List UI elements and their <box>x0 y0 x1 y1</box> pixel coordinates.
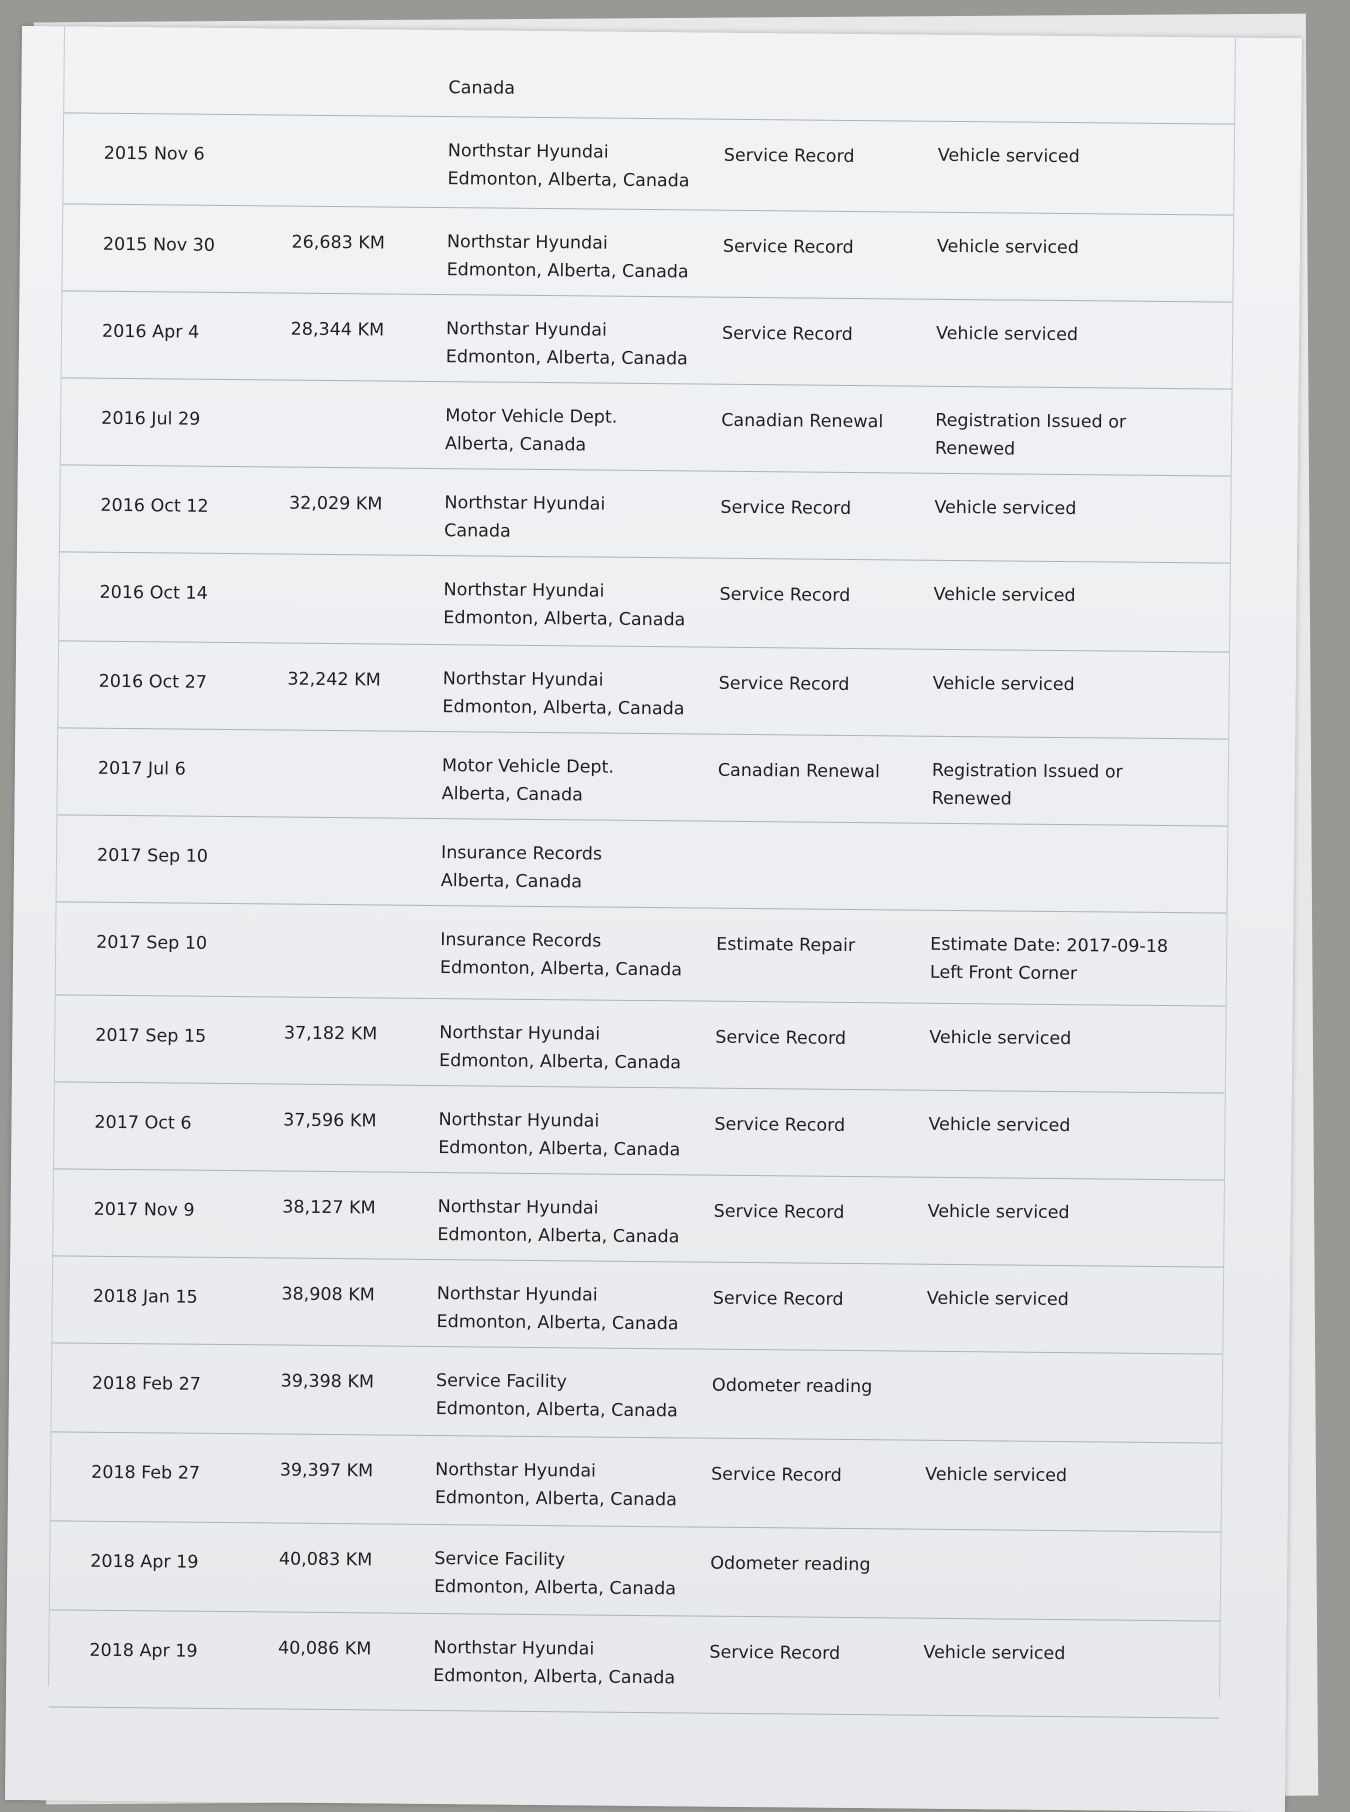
source-name: Northstar Hyundai <box>436 1284 598 1306</box>
odometer-text: 37,182 KM <box>283 1023 378 1045</box>
date-text: 2018 Apr 19 <box>90 1551 199 1573</box>
date-cell <box>60 465 273 553</box>
source-cell <box>435 1347 712 1438</box>
odometer-text: 32,242 KM <box>287 669 381 691</box>
date-text: 2018 Feb 27 <box>91 1462 201 1484</box>
table-row <box>57 728 1228 826</box>
details-line-1 <box>926 1372 1212 1375</box>
table-row <box>62 204 1233 302</box>
date-cell <box>49 1610 262 1708</box>
record-type-text: Service Record <box>720 497 852 519</box>
record-type-text: Service Record <box>722 236 854 258</box>
vehicle-history-table <box>48 26 1236 1697</box>
record-type-cell <box>711 1350 926 1440</box>
source-name: Northstar Hyundai <box>437 1197 599 1219</box>
details-line-2 <box>924 1550 1210 1553</box>
source-location: Edmonton, Alberta, Canada <box>433 1666 676 1689</box>
date-cell <box>59 552 272 642</box>
details-line-1: Registration Issued or <box>935 410 1127 433</box>
table-row <box>54 1082 1225 1180</box>
source-location: Edmonton, Alberta, Canada <box>439 958 683 981</box>
details-cell <box>925 1352 1222 1443</box>
date-text: 2015 Nov 30 <box>102 234 216 256</box>
odometer-cell <box>262 1523 435 1613</box>
source-name: Northstar Hyundai <box>446 232 608 254</box>
odometer-text: 37,596 KM <box>283 1110 377 1132</box>
date-text: 2015 Nov 6 <box>103 143 205 165</box>
date-cell <box>51 1432 264 1522</box>
source-cell <box>443 556 720 647</box>
record-type-cell <box>711 1439 926 1529</box>
source-cell <box>433 1614 710 1713</box>
details-line-1: Vehicle serviced <box>935 323 1079 346</box>
source-cell <box>447 117 724 210</box>
details-cell <box>935 387 1232 476</box>
source-location: Edmonton, Alberta, Canada <box>438 1138 681 1161</box>
source-cell <box>442 645 719 734</box>
details-line-2 <box>931 844 1217 847</box>
odometer-cell <box>264 1345 437 1435</box>
date-cell <box>50 1521 263 1611</box>
source-location: Edmonton, Alberta, Canada <box>436 1312 679 1335</box>
odometer-text <box>276 137 386 138</box>
date-text: 2017 Jul 6 <box>97 758 186 780</box>
record-type-cell <box>716 909 931 1003</box>
record-type-cell <box>723 120 938 212</box>
source-name: Service Facility <box>435 1371 567 1393</box>
record-type-cell <box>709 1617 924 1715</box>
source-name: Motor Vehicle Dept. <box>441 756 615 778</box>
source-location: Edmonton, Alberta, Canada <box>438 1051 682 1074</box>
details-line-1: Vehicle serviced <box>923 1642 1066 1665</box>
source-line: Canada <box>448 78 516 99</box>
date-text: 2017 Sep 10 <box>96 845 209 867</box>
record-type-text: Service Record <box>715 1027 847 1049</box>
odometer-text <box>273 402 383 403</box>
date-cell <box>56 902 269 996</box>
record-type-cell <box>720 472 935 560</box>
source-cell <box>445 382 722 471</box>
source-cell <box>436 1260 713 1349</box>
source-cell <box>444 469 721 558</box>
source-name: Northstar Hyundai <box>435 1460 597 1482</box>
source-location: Edmonton, Alberta, Canada <box>434 1488 677 1511</box>
details-line-1: Vehicle serviced <box>937 145 1080 168</box>
table-row <box>59 552 1230 652</box>
table-row <box>63 113 1234 215</box>
source-name: Motor Vehicle Dept. <box>445 406 618 428</box>
record-type-text: Canadian Renewal <box>721 410 884 433</box>
date-text: 2016 Apr 4 <box>101 321 200 343</box>
date-text: 2016 Oct 14 <box>99 582 208 604</box>
odometer-text <box>269 839 379 840</box>
source-cell <box>439 999 716 1088</box>
odometer-cell <box>263 1434 436 1524</box>
source-cell <box>440 906 717 1001</box>
details-line-1: Vehicle serviced <box>925 1464 1068 1487</box>
date-text: 2017 Sep 15 <box>95 1025 207 1047</box>
source-location: Edmonton, Alberta, Canada <box>437 1225 680 1248</box>
record-type-cell <box>715 1002 930 1090</box>
table-row <box>58 641 1229 739</box>
source-name: Northstar Hyundai <box>446 319 608 341</box>
table-row <box>53 1169 1224 1267</box>
source-location: Edmonton, Alberta, Canada <box>445 347 688 370</box>
odometer-text <box>270 752 380 753</box>
date-cell <box>58 641 271 729</box>
details-cell <box>934 474 1231 563</box>
record-type-text: Service Record <box>709 1642 841 1664</box>
details-cell <box>933 561 1230 652</box>
odometer-cell <box>274 293 447 381</box>
date-cell <box>53 1169 266 1257</box>
source-location: Canada <box>444 521 511 542</box>
table-row <box>56 902 1227 1006</box>
source-name: Northstar Hyundai <box>442 669 604 691</box>
details-line-1: Vehicle serviced <box>927 1201 1070 1224</box>
details-cell <box>924 1530 1221 1621</box>
date-cell <box>54 1082 267 1170</box>
date-cell <box>62 291 275 379</box>
table-row <box>57 815 1228 913</box>
odometer-text: 28,344 KM <box>290 319 385 341</box>
source-location: Alberta, Canada <box>440 871 583 893</box>
date-cell <box>52 1256 265 1344</box>
date-cell <box>61 378 274 466</box>
details-cell <box>929 1004 1226 1093</box>
date-text: 2017 Nov 9 <box>93 1199 195 1221</box>
details-line-2: Renewed <box>934 438 1016 460</box>
details-line-2 <box>926 1372 1212 1375</box>
odometer-text: 38,908 KM <box>281 1284 375 1306</box>
date-text: 2017 Oct 6 <box>94 1112 192 1134</box>
table-row <box>55 995 1226 1093</box>
details-cell <box>930 911 1227 1006</box>
details-line-1: Vehicle serviced <box>928 1114 1071 1137</box>
odometer-cell <box>272 467 445 555</box>
record-type-cell <box>721 385 936 473</box>
source-location: Edmonton, Alberta, Canada <box>435 1399 678 1422</box>
record-type-cell <box>717 822 932 910</box>
details-cell <box>925 1441 1222 1532</box>
date-text: 2018 Feb 27 <box>91 1373 201 1395</box>
record-type-cell <box>722 298 937 386</box>
source-cell <box>446 208 723 297</box>
details-line-2: Left Front Corner <box>929 962 1078 985</box>
details-cell <box>928 1091 1225 1180</box>
details-line-1: Vehicle serviced <box>936 236 1079 259</box>
odometer-cell <box>264 1258 437 1346</box>
details-cell <box>932 650 1229 739</box>
odometer-cell <box>261 1612 434 1710</box>
record-type-cell <box>712 1263 927 1351</box>
date-text: 2018 Apr 19 <box>89 1640 198 1662</box>
record-type-text: Odometer reading <box>710 1553 871 1576</box>
source-cell <box>435 1436 712 1527</box>
date-text: 2018 Jan 15 <box>92 1286 198 1308</box>
source-cell <box>438 1086 715 1175</box>
source-name: Insurance Records <box>440 843 603 865</box>
record-type-text: Service Record <box>712 1288 844 1310</box>
source-name: Northstar Hyundai <box>438 1110 600 1132</box>
details-cell <box>936 300 1233 389</box>
table-row-continued <box>64 26 1235 124</box>
details-line-1: Vehicle serviced <box>933 584 1076 607</box>
odometer-cell <box>270 643 443 731</box>
paper-sheet <box>5 26 1302 1812</box>
odometer-text <box>268 926 378 927</box>
odometer-cell <box>269 730 442 818</box>
record-type-cell <box>722 211 937 299</box>
details-line-1: Vehicle serviced <box>929 1027 1072 1050</box>
record-type-cell <box>724 33 939 121</box>
odometer-text: 40,083 KM <box>278 1549 373 1571</box>
source-name: Northstar Hyundai <box>443 580 605 602</box>
date-cell <box>52 1343 265 1433</box>
odometer-cell <box>268 904 441 998</box>
date-cell <box>57 728 270 816</box>
record-type-cell <box>710 1528 925 1618</box>
table-row <box>61 378 1232 476</box>
record-type-text: Service Record <box>714 1114 846 1136</box>
odometer-cell <box>276 28 449 116</box>
date-text: 2016 Jul 29 <box>101 408 201 430</box>
source-cell <box>446 295 723 384</box>
odometer-text: 39,397 KM <box>279 1460 374 1482</box>
details-line-2: Renewed <box>931 788 1012 810</box>
source-name: Insurance Records <box>440 930 602 952</box>
source-cell <box>448 30 725 119</box>
odometer-cell <box>266 1084 439 1172</box>
source-location: Alberta, Canada <box>441 784 583 806</box>
odometer-text: 26,683 KM <box>291 232 386 254</box>
record-type-text: Service Record <box>719 584 851 606</box>
source-name: Northstar Hyundai <box>447 141 609 163</box>
date-cell <box>63 113 276 205</box>
table-row <box>51 1432 1222 1532</box>
source-location: Edmonton, Alberta, Canada <box>433 1577 677 1600</box>
odometer-text: 39,398 KM <box>280 1371 375 1393</box>
table-row <box>50 1521 1221 1621</box>
record-type-text: Service Record <box>711 1464 842 1486</box>
odometer-cell <box>267 997 440 1085</box>
record-type-cell <box>719 559 934 649</box>
date-cell <box>57 815 270 903</box>
date-text: 2017 Sep 10 <box>96 932 208 954</box>
details-cell <box>938 35 1235 124</box>
source-location: Edmonton, Alberta, Canada <box>443 608 686 631</box>
record-type-cell <box>718 648 933 736</box>
details-line-1: Registration Issued or <box>931 760 1123 783</box>
odometer-text: 40,086 KM <box>277 1638 372 1660</box>
record-type-text: Odometer reading <box>711 1375 873 1398</box>
source-name: Service Facility <box>434 1549 566 1571</box>
details-line-1: Vehicle serviced <box>934 497 1077 520</box>
details-cell <box>927 1178 1224 1267</box>
details-line-1 <box>924 1550 1210 1553</box>
odometer-cell <box>273 380 446 468</box>
source-cell <box>441 732 718 821</box>
record-type-cell <box>714 1089 929 1177</box>
record-type-text: Service Record <box>721 323 853 345</box>
details-cell <box>923 1619 1220 1718</box>
date-text: 2016 Oct 27 <box>98 671 207 693</box>
source-cell <box>437 1173 714 1262</box>
details-cell <box>931 737 1228 826</box>
odometer-text <box>272 576 382 577</box>
table-row <box>52 1343 1223 1443</box>
date-cell <box>64 26 277 114</box>
odometer-cell <box>265 1171 438 1259</box>
record-type-cell <box>713 1176 928 1264</box>
odometer-text: 38,127 KM <box>282 1197 376 1219</box>
record-type-text: Service Record <box>718 673 850 695</box>
source-name: Northstar Hyundai <box>439 1023 601 1045</box>
record-type-text: Service Record <box>713 1201 845 1223</box>
source-location: Alberta, Canada <box>444 434 587 456</box>
details-line-1: Vehicle serviced <box>932 673 1075 696</box>
details-line-1: Vehicle serviced <box>926 1288 1069 1311</box>
details-cell <box>937 122 1234 215</box>
details-line-1 <box>931 844 1217 847</box>
source-cell <box>441 819 718 908</box>
source-name: Northstar Hyundai <box>433 1638 595 1660</box>
table-body <box>49 113 1234 1718</box>
date-cell <box>55 995 268 1083</box>
details-cell <box>936 213 1233 302</box>
odometer-cell <box>271 554 444 644</box>
details-cell <box>931 824 1228 913</box>
table-row <box>52 1256 1223 1354</box>
source-location: Edmonton, Alberta, Canada <box>446 260 689 283</box>
source-cell <box>434 1525 711 1616</box>
table-row <box>60 465 1231 563</box>
table-row <box>62 291 1233 389</box>
details-line-1: Estimate Date: 2017-09-18 <box>930 934 1169 958</box>
source-location: Edmonton, Alberta, Canada <box>442 697 685 720</box>
odometer-cell <box>269 817 442 905</box>
source-location: Edmonton, Alberta, Canada <box>447 169 690 192</box>
date-cell <box>62 204 275 292</box>
table-row <box>49 1610 1220 1718</box>
odometer-cell <box>275 115 448 207</box>
record-type-text: Estimate Repair <box>716 934 856 957</box>
odometer-text: 32,029 KM <box>288 493 383 515</box>
record-type-text: Service Record <box>723 145 855 167</box>
date-text: 2016 Oct 12 <box>100 495 209 517</box>
details-cell <box>926 1265 1223 1354</box>
source-name: Northstar Hyundai <box>444 493 606 515</box>
record-type-text: Canadian Renewal <box>717 760 880 783</box>
record-type-cell <box>717 735 932 823</box>
record-type-text <box>717 844 921 846</box>
odometer-cell <box>274 206 447 294</box>
